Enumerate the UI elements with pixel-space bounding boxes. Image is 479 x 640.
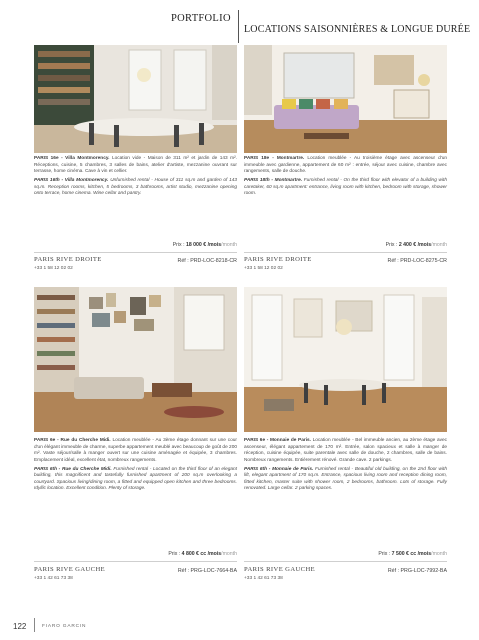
listing-4-phone: +33 1 42 61 73 38 xyxy=(244,576,283,581)
dining-room-photo xyxy=(34,45,237,153)
price-value: 18 000 € /mois xyxy=(185,242,222,248)
listing-2-agency: PARIS RIVE DROITE xyxy=(244,256,312,263)
listing-4-text-en: Furnished rental - Beautiful old building, on the 2nd floor with lift, elegant apartment of 170 sq.m. Entrance, spacious living room and reception dining room, fitted kitchen, master suite with shower room, 2 bedrooms, bathroom. Lots of storage. Fully renovated. Large cellar. 2 parking spaces. xyxy=(244,466,447,492)
listing-2-phone: +33 1 58 12 02 02 xyxy=(244,266,283,271)
page-number: 122 xyxy=(13,622,27,631)
price-suffix: /month xyxy=(431,551,447,557)
footer-divider xyxy=(34,618,35,632)
listing-1-text-fr: Location vide - Maison de 311 m² et jardin de 143 m². Réceptions, cuisine, 5 chambres, 3 salles de bains, atelier d'artiste, mezzanine ouvrant sur terrasse, home cinéma. Cave à vin et cellier. xyxy=(34,156,237,175)
listing-4-divider xyxy=(244,561,447,562)
listing-2-description xyxy=(244,156,447,200)
listing-1-divider xyxy=(34,252,237,253)
price-label: Prix : xyxy=(172,242,186,248)
listing-3-agency: PARIS RIVE GAUCHE xyxy=(34,566,106,573)
footer-brand: FIARO GARCIN xyxy=(42,624,87,629)
price-suffix: /month xyxy=(221,242,237,248)
living-room-photo xyxy=(244,45,447,153)
listing-3-price xyxy=(34,551,237,557)
listing-1-title-fr: PARIS 16e - Villa Montmorency. xyxy=(34,156,110,161)
listing-3-description xyxy=(34,438,237,495)
listing-2-title-fr: PARIS 18e - Montmartre. xyxy=(244,156,305,161)
listing-3-text-en: Furnished rental - Located on the third floor of an elegant building, this magnificent and tastefully furnished apartment of 200 sq.m overlooking a courtyard. Spacious living/dining room, a fitted and equipped open kitchen and three bedrooms. Idyllic location. Excellent condition. Plenty of storage. xyxy=(34,466,238,492)
listing-3-text-fr: Location meublée - Au 3ème étage donnant sur une cour d'un élégant immeuble de charme, superbe appartement meublé avec beaucoup de goût de 200 m². Vaste séjour/salle à manger ouvert sur une cuisine aménagée et équipée, 3 chambres. Emplacement idéal, excellent état, nombreux rangements. xyxy=(34,438,237,463)
section-title: PORTFOLIO xyxy=(171,13,231,24)
price-label: Prix : xyxy=(385,242,399,248)
listing-2-title-en: PARIS 18th - Montmartre. xyxy=(244,178,303,184)
listing-3-divider xyxy=(34,561,237,562)
listing-3-title-fr: PARIS 6e - Rue du Cherche Midi. xyxy=(34,438,111,443)
listing-2-text-en: Furnished rental - On the third floor with elevator of a building with caretaker, 60 sq.m apartment: entrance, living room with kitchen, bedroom with storage, shower room. xyxy=(244,178,447,197)
library-living-room-photo xyxy=(34,287,237,432)
listing-4-reference: Réf : PRG-LOC-7992-BA xyxy=(387,568,447,574)
listing-3-title-en: PARIS 6th - Rue du Cherche Midi. xyxy=(34,466,112,472)
listing-4-agency: PARIS RIVE GAUCHE xyxy=(244,566,316,573)
listing-4-title-fr: PARIS 6e - Monnaie de Paris. xyxy=(244,438,311,443)
listing-4-description xyxy=(244,438,447,495)
header-divider xyxy=(238,10,239,43)
listing-1-phone: +33 1 58 12 02 02 xyxy=(34,266,73,271)
price-value: 7 500 € cc /mois xyxy=(391,551,432,557)
price-value: 4 800 € cc /mois xyxy=(181,551,222,557)
page-subtitle: LOCATIONS SAISONNIÈRES & LONGUE DURÉE xyxy=(244,24,471,35)
listing-2-divider xyxy=(244,252,447,253)
listing-1-agency: PARIS RIVE DROITE xyxy=(34,256,102,263)
price-label: Prix : xyxy=(168,551,182,557)
listing-3-reference: Réf : PRG-LOC-7664-BA xyxy=(177,568,237,574)
listing-2-text-fr: Location meublée - Au troisième étage avec ascenseur d'un immeuble avec gardienne, appartement de 60 m² : entrée, séjour avec cuisine, chambre avec rangements, salle de douche. xyxy=(244,156,448,175)
listing-1-reference: Réf : PRD-LOC-8218-CR xyxy=(177,258,237,264)
listing-3-phone: +33 1 42 61 73 38 xyxy=(34,576,73,581)
listing-1-description xyxy=(34,156,237,200)
listing-2-reference: Réf : PRD-LOC-8275-CR xyxy=(387,258,447,264)
listing-1-price xyxy=(34,242,237,248)
reception-room-photo xyxy=(244,287,447,432)
listing-4-price xyxy=(244,551,447,557)
listing-1-title-en: PARIS 16th - Villa Montmorency. xyxy=(34,178,109,184)
price-suffix: /month xyxy=(221,551,237,557)
listing-1-text-en: Unfurnished rental - House of 311 sq.m and garden of 143 sq.m. Reception rooms, kitchen, 5 bedrooms, 3 bathrooms, artist studio, mezzanine opening onto terrace, home cinema. Wine cellar and pantry. xyxy=(34,178,237,197)
price-value: 2 400 € /mois xyxy=(398,242,432,248)
listing-4-title-en: PARIS 6th - Monnaie de Paris. xyxy=(244,466,314,472)
price-suffix: /month xyxy=(431,242,447,248)
price-label: Prix : xyxy=(378,551,392,557)
listing-4-text-fr: Location meublée - Bel immeuble ancien, au 2ème étage avec ascenseur, élégant appartement de 170 m². Entrée, salon spacieux et salle à manger de réception, cuisine équipée, suite parentale avec salle de douche, 2 chambres, salle de bains. Nombreux rangements. Entièrement rénové. Grande cave. 2 parkings. xyxy=(244,438,447,463)
listing-2-price xyxy=(244,242,447,248)
